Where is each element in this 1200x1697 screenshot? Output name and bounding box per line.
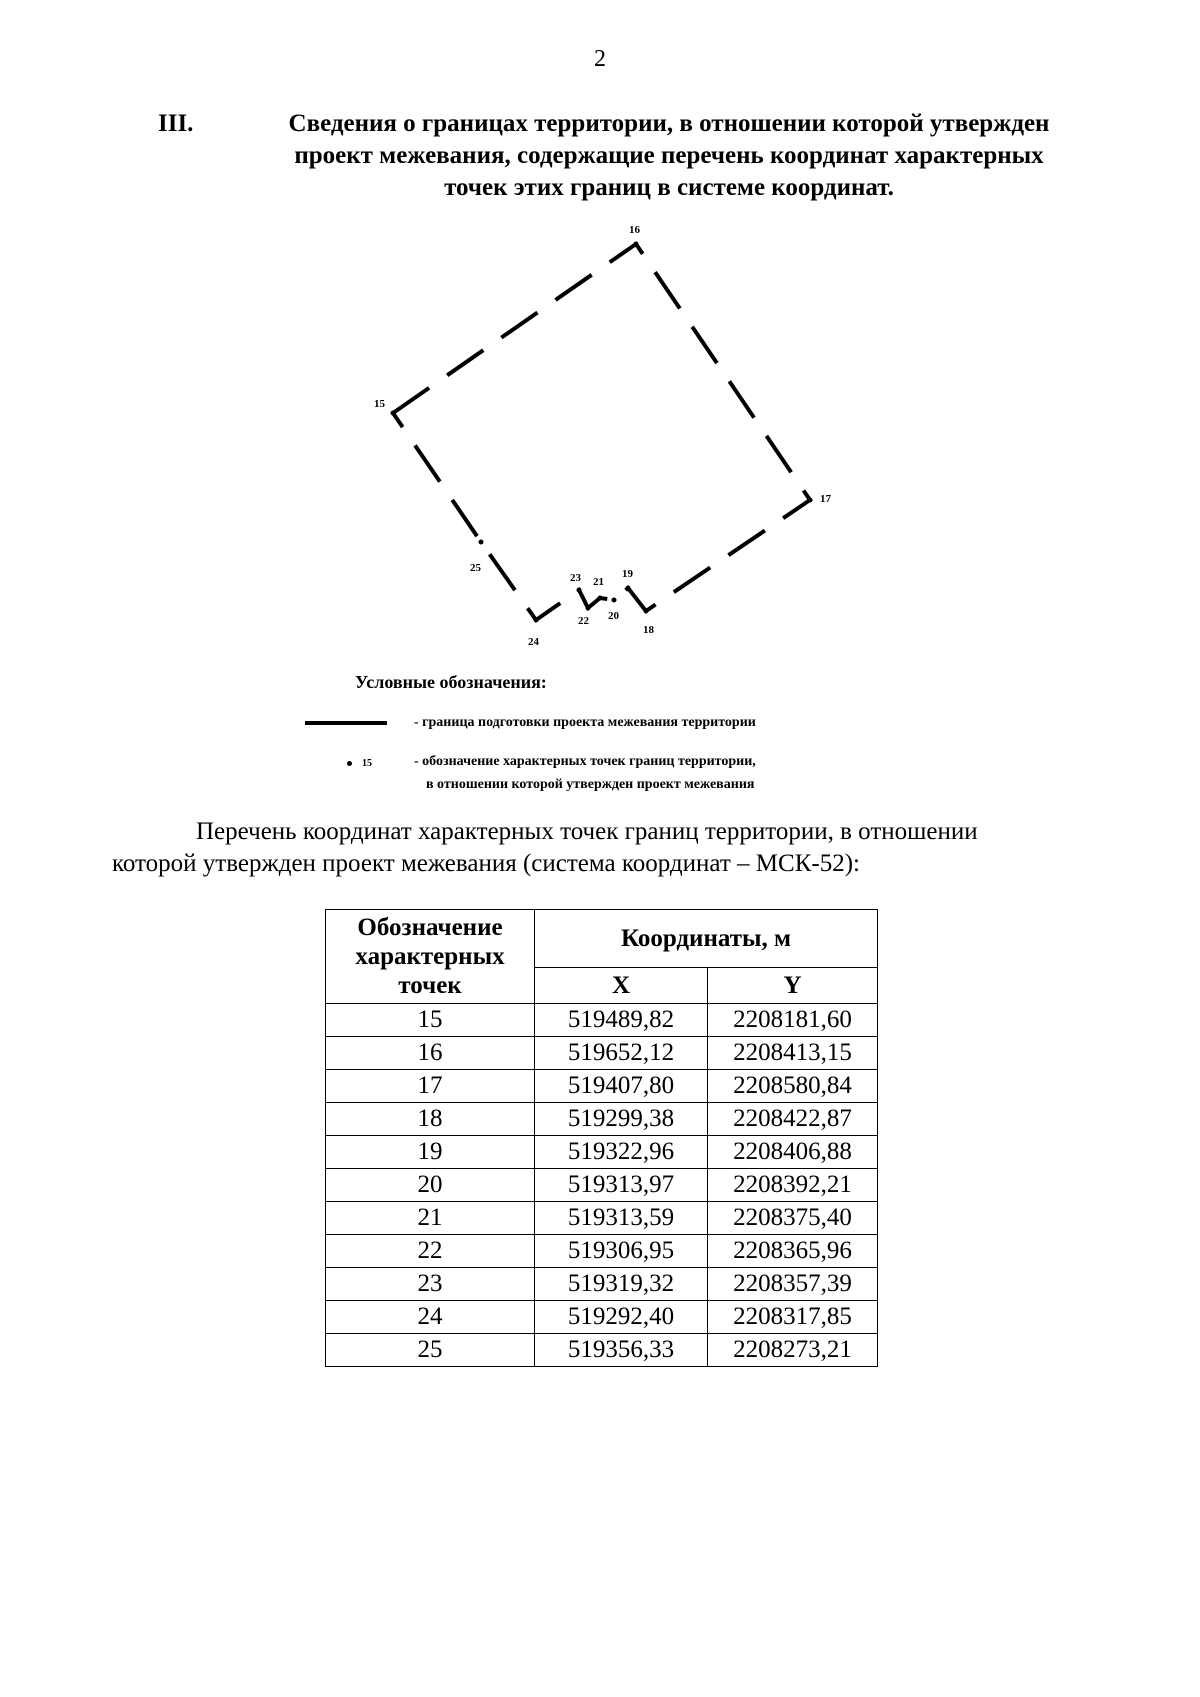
table-row: [326, 1334, 878, 1367]
boundary-point-label: 16: [629, 224, 640, 236]
boundary-line: [393, 244, 810, 620]
cell-point: 21: [326, 1202, 535, 1235]
cell-point: 23: [326, 1268, 535, 1301]
cell-y: 2208580,84: [708, 1070, 878, 1103]
boundary-point-marker: [577, 588, 582, 593]
cell-point: 25: [326, 1334, 535, 1367]
cell-y: 2208365,96: [708, 1235, 878, 1268]
section-title-line: точек этих границ в системе координат.: [444, 174, 894, 201]
cell-y: 2208181,60: [708, 1004, 878, 1037]
legend-point-dot: [347, 761, 352, 766]
intro-line-2: которой утвержден проект межевания (система координат – МСК-52):: [112, 850, 860, 877]
page-number: 2: [594, 46, 606, 72]
intro-paragraph: [112, 816, 1092, 880]
cell-point: 18: [326, 1103, 535, 1136]
cell-y: 2208357,39: [708, 1268, 878, 1301]
boundary-point-marker: [644, 609, 649, 614]
boundary-point-label: 18: [643, 624, 654, 636]
boundary-plan-diagram: [0, 0, 1200, 680]
cell-x: 519319,32: [535, 1268, 708, 1301]
cell-x: 519322,96: [535, 1136, 708, 1169]
legend-point-text-1: - обозначение характерных точек границ территории,: [414, 754, 756, 769]
boundary-point-marker: [598, 596, 603, 601]
boundary-point-marker: [612, 598, 617, 603]
cell-x: 519489,82: [535, 1004, 708, 1037]
section-numeral: III.: [158, 110, 194, 137]
legend-title: Условные обозначения:: [355, 672, 547, 692]
boundary-point-label: 15: [374, 398, 385, 410]
table-row: [326, 1004, 878, 1037]
header-y: Y: [708, 968, 878, 1004]
table-row: [326, 1136, 878, 1169]
cell-y: 2208406,88: [708, 1136, 878, 1169]
header-point-designation: Обозначение характерных точек: [326, 910, 535, 1004]
table-row: [326, 1070, 878, 1103]
legend-point-sample: [347, 758, 372, 769]
table-row: [326, 1103, 878, 1136]
boundary-point-marker: [479, 540, 484, 545]
cell-point: 19: [326, 1136, 535, 1169]
cell-point: 20: [326, 1169, 535, 1202]
cell-x: 519306,95: [535, 1235, 708, 1268]
cell-y: 2208392,21: [708, 1169, 878, 1202]
boundary-point-marker: [586, 606, 591, 611]
table-row: [326, 1169, 878, 1202]
boundary-point-marker: [534, 618, 539, 623]
boundary-point-label: 23: [570, 572, 581, 584]
boundary-point-label: 21: [593, 576, 604, 588]
cell-x: 519652,12: [535, 1037, 708, 1070]
table-row: [326, 1235, 878, 1268]
legend-point-sample-label: 15: [362, 758, 372, 769]
cell-point: 17: [326, 1070, 535, 1103]
boundary-point-label: 24: [528, 636, 539, 648]
boundary-point-labels: [374, 224, 832, 648]
boundary-point-label: 25: [470, 562, 481, 574]
boundary-point-markers: [391, 242, 813, 623]
boundary-point-label: 20: [608, 610, 619, 622]
cell-y: 2208317,85: [708, 1301, 878, 1334]
cell-x: 519407,80: [535, 1070, 708, 1103]
intro-line-1: Перечень координат характерных точек границ территории, в отношении: [196, 818, 978, 845]
cell-point: 16: [326, 1037, 535, 1070]
section-title-line: проект межевания, содержащие перечень координат характерных: [294, 142, 1044, 169]
boundary-point-marker: [634, 242, 639, 247]
table-row: [326, 1268, 878, 1301]
cell-y: 2208422,87: [708, 1103, 878, 1136]
boundary-point-label: 19: [622, 568, 633, 580]
cell-point: 15: [326, 1004, 535, 1037]
cell-x: 519356,33: [535, 1334, 708, 1367]
cell-y: 2208413,15: [708, 1037, 878, 1070]
boundary-polyline: [393, 244, 810, 620]
cell-point: 24: [326, 1301, 535, 1334]
boundary-point-label: 17: [820, 493, 831, 505]
header-x: X: [535, 968, 708, 1004]
coordinates-table: [325, 909, 878, 1367]
cell-point: 22: [326, 1235, 535, 1268]
cell-x: 519299,38: [535, 1103, 708, 1136]
boundary-point-label: 22: [578, 615, 589, 627]
legend-point-text-2: в отношении которой утвержден проект межевания: [426, 777, 755, 792]
cell-y: 2208273,21: [708, 1334, 878, 1367]
cell-x: 519313,97: [535, 1169, 708, 1202]
cell-y: 2208375,40: [708, 1202, 878, 1235]
legend-boundary-text: - граница подготовки проекта межевания территории: [414, 715, 756, 730]
boundary-point-marker: [391, 411, 396, 416]
table-row: [326, 1202, 878, 1235]
legend-boundary-line-sample: [305, 721, 387, 725]
cell-x: 519292,40: [535, 1301, 708, 1334]
table-row: [326, 1301, 878, 1334]
section-title-line: Сведения о границах территории, в отношении которой утвержден: [288, 110, 1050, 137]
header-coordinates: Координаты, м: [535, 910, 878, 968]
table-row: [326, 1037, 878, 1070]
boundary-point-marker: [808, 498, 813, 503]
boundary-point-marker: [626, 586, 631, 591]
cell-x: 519313,59: [535, 1202, 708, 1235]
